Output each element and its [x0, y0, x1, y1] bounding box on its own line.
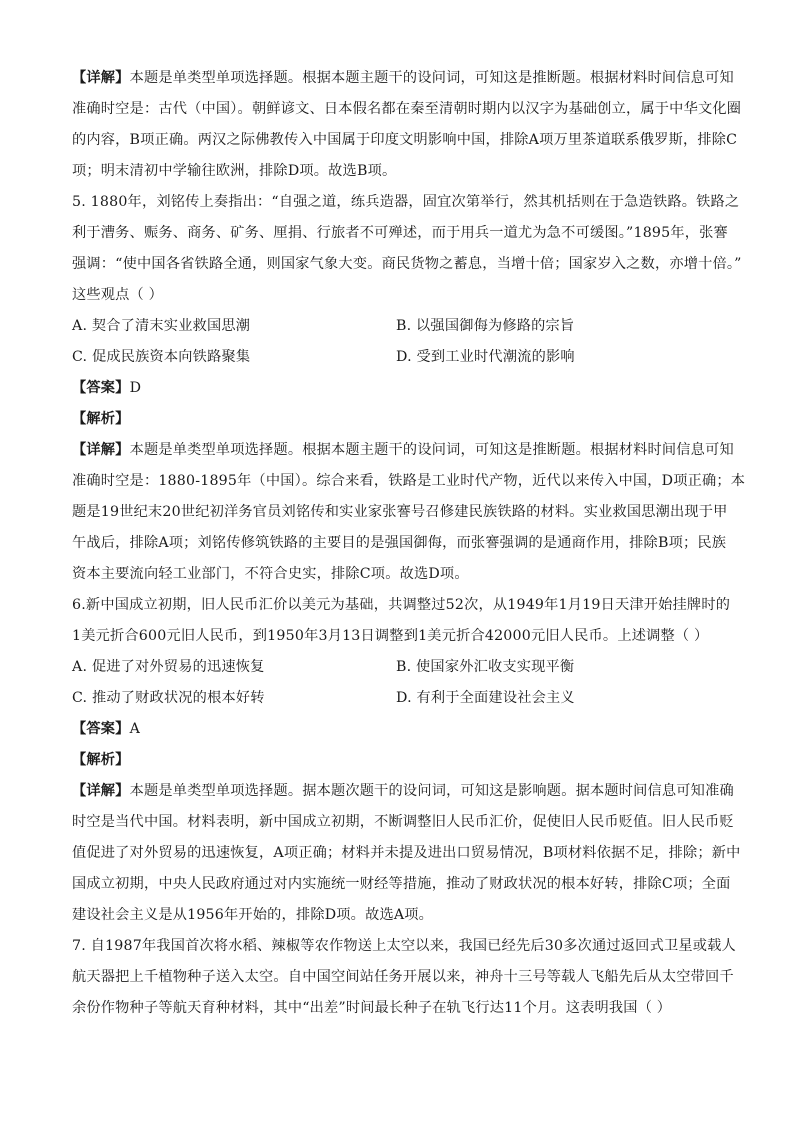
q4-detail-line-4: 项；明末清初中学输往欧洲，排除D项。故选B项。 [72, 163, 397, 179]
answer-value: A [129, 721, 141, 737]
q6-detail-line-1: 【详解】本题是单类型单项选择题。据本题次题干的设问词，可知这是影响题。据本题时间信息可知准确 [72, 783, 734, 799]
q6-option-b: B. 使国家外汇收支实现平衡 [396, 659, 575, 675]
q5-stem-line-2: 利于漕务、赈务、商务、矿务、厘捐、行旅者不可殚述，而于用兵一道尤为急不可缓图。”1895年，张謇 [72, 225, 728, 241]
detail-tag: 【详解】 [72, 442, 130, 458]
answer-value: D [129, 380, 142, 396]
q4-detail-line-1: 【详解】本题是单类型单项选择题。根据本题主题干的设问词，可知这是推断题。根据材料时间信息可知 [72, 70, 734, 86]
q5-option-b: B. 以强国御侮为修路的宗旨 [396, 318, 575, 334]
q5-detail-line-5: 资本主要流向轻工业部门，不符合史实，排除C项。故选D项。 [72, 566, 469, 582]
answer-tag: 【答案】 [72, 380, 130, 396]
q7-stem-line-2: 航天器把上千植物种子送入太空。自中国空间站任务开展以来，神舟十三号等载人飞船先后从太空带回千 [72, 969, 734, 985]
q6-detail-line-4: 国成立初期，中央人民政府通过对内实施统一财经等措施，推动了财政状况的根本好转，排除C项；全面 [72, 876, 731, 892]
q4-detail-line-2: 准确时空是：古代（中国）。朝鲜谚文、日本假名都在秦至清朝时期内以汉字为基础创立，属于中华文化圈 [72, 101, 742, 117]
q5-detail-line-2: 准确时空是：1880-1895年（中国）。综合来看，铁路是工业时代产物，近代以来传入中国，D项正确；本 [72, 473, 746, 489]
q4-detail-line-3: 的内容，B项正确。两汉之际佛教传入中国属于印度文明影响中国，排除A项万里茶道联系俄罗斯，排除C [72, 132, 738, 148]
q5-detail-line-3: 题是19世纪末20世纪初洋务官员刘铭传和实业家张謇号召修建民族铁路的材料。实业救国思潮出现于甲 [72, 504, 728, 520]
q6-option-d: D. 有利于全面建设社会主义 [396, 690, 575, 706]
q7-stem-line-1: 7. 自1987年我国首次将水稻、辣椒等农作物送上太空以来，我国已经先后30多次通过返回式卫星或载人 [72, 938, 736, 954]
q5-stem-line-3: 强调：“使中国各省铁路全通，则国家气象大变。商民货物之蓄息，当增十倍；国家岁入之数，亦增十倍。” [72, 256, 742, 272]
q6-detail-line-5: 建设社会主义是从1956年开始的，排除D项。故选A项。 [72, 907, 434, 923]
q5-analysis-heading: 【解析】 [72, 411, 130, 427]
q6-analysis-heading: 【解析】 [72, 752, 130, 768]
q6-stem-line-2: 1美元折合600元旧人民币，到1950年3月13日调整到1美元折合42000元旧人民币。上述调整（ ） [72, 628, 709, 644]
q5-option-d: D. 受到工业时代潮流的影响 [396, 349, 575, 365]
q6-answer [72, 719, 732, 739]
q7-stem-line-3: 余份作物种子等航天育种材料，其中“出差”时间最长种子在轨飞行达11个月。这表明我国（ ） [72, 1000, 672, 1016]
answer-tag: 【答案】 [72, 721, 130, 737]
q6-stem-line-1: 6.新中国成立初期，旧人民币汇价以美元为基础，共调整过52次，从1949年1月19日天津开始挂牌时的 [72, 597, 731, 613]
detail-tag: 【详解】 [72, 70, 130, 86]
q6-option-c: C. 推动了财政状况的根本好转 [72, 690, 265, 706]
q6-option-a: A. 促进了对外贸易的迅速恢复 [72, 659, 265, 675]
q5-stem-line-1: 5. 1880年，刘铭传上奏指出：“自强之道，练兵造器，固宜次第举行，然其机括则在于急造铁路。铁路之 [72, 194, 740, 210]
q5-stem-line-4: 这些观点（ ） [72, 287, 164, 303]
q5-option-c: C. 促成民族资本向铁路聚集 [72, 349, 251, 365]
q5-detail-line-1: 【详解】本题是单类型单项选择题。根据本题主题干的设问词，可知这是推断题。根据材料时间信息可知 [72, 442, 734, 458]
q5-detail-line-4: 午战后，排除A项；刘铭传修筑铁路的主要目的是强国御侮，而张謇强调的是通商作用，排除B项；民族 [72, 535, 727, 551]
detail-tag: 【详解】 [72, 783, 130, 799]
q5-option-a: A. 契合了清末实业救国思潮 [72, 318, 251, 334]
q6-detail-line-3: 值促进了对外贸易的迅速恢复，A项正确；材料并未提及进出口贸易情况，B项材料依据不足，排除；新中 [72, 845, 741, 861]
q6-detail-line-2: 时空是当代中国。材料表明，新中国成立初期，不断调整旧人民币汇价，促使旧人民币贬值。旧人民币贬 [72, 814, 734, 830]
q5-answer [72, 378, 732, 398]
